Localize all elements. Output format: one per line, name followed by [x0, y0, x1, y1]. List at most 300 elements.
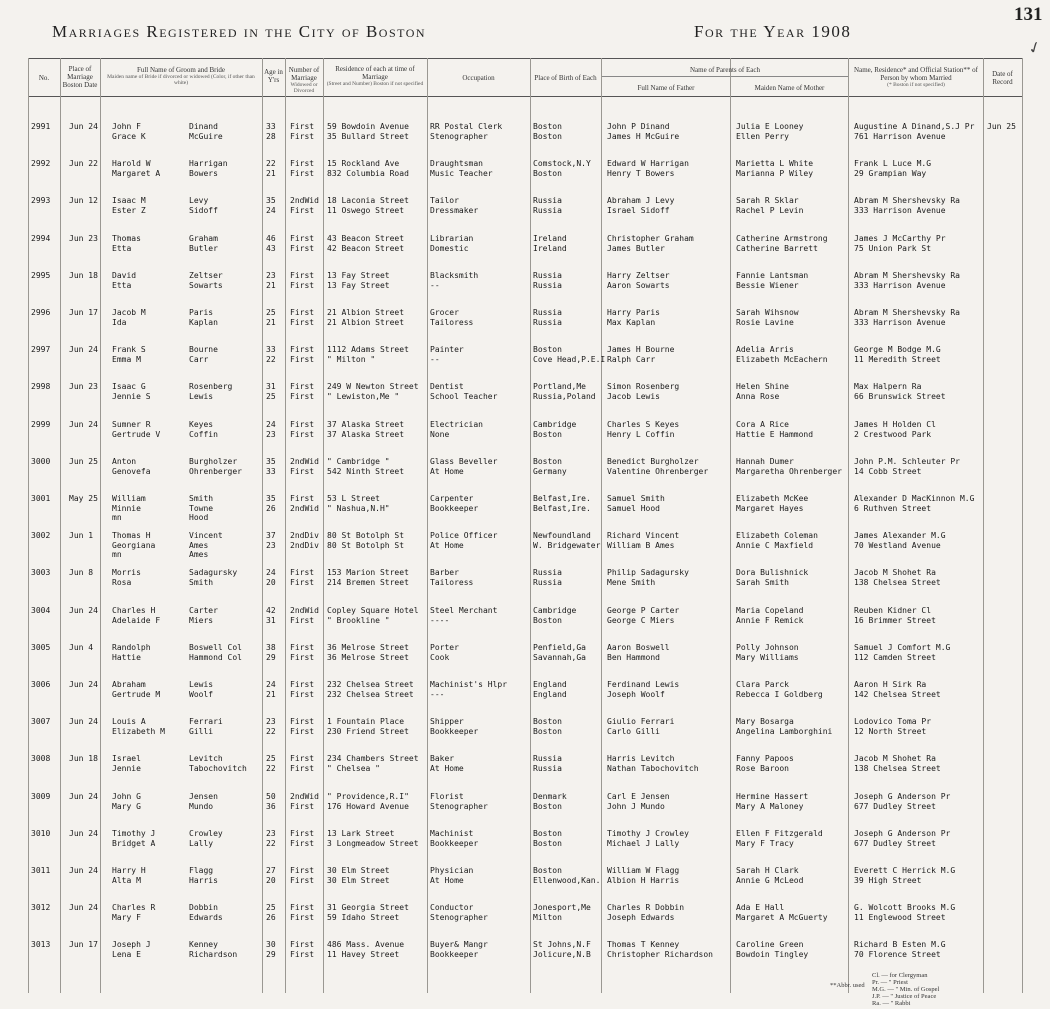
occupations-line: Shipper — [430, 717, 464, 726]
marriage-number — [290, 457, 319, 476]
fathers-line: Giulio Ferrari — [607, 717, 675, 726]
given-names-line: Jacob M — [112, 308, 146, 317]
surnames-line: Crowley — [189, 829, 223, 838]
mothers — [736, 345, 828, 364]
occupations-line: Tailor — [430, 196, 459, 205]
header-residence-main: Residence of each at time of Marriage — [335, 65, 415, 81]
marriage-date — [69, 457, 98, 467]
surnames-line: Gilli — [189, 726, 214, 736]
surnames-line: Kaplan — [189, 317, 218, 327]
surnames-line: Flagg — [189, 866, 214, 875]
officiant-line: Abram M Shershevsky Ra — [854, 196, 960, 205]
marriage-date-line: Jun 24 — [69, 606, 98, 615]
record-number — [31, 866, 50, 876]
surnames — [189, 940, 237, 959]
officiant-line: Joseph G Anderson Pr — [854, 792, 951, 801]
surnames — [189, 234, 218, 253]
residences-line: 35 Bullard Street — [327, 131, 409, 141]
officiant-line: Reuben Kidner Cl — [854, 606, 932, 615]
residences-line: 13 Fay Street — [327, 271, 390, 280]
surnames-line: Smith — [189, 577, 214, 587]
ages — [266, 494, 276, 513]
officiant — [854, 196, 960, 215]
given-names-line: Ida — [112, 317, 127, 327]
occupations-line: Draughtsman — [430, 159, 483, 168]
surnames-line: Burgholzer — [189, 457, 238, 466]
occupations — [430, 122, 502, 141]
birthplaces-line: England — [533, 680, 567, 689]
header-father: Full Name of Father — [637, 84, 695, 92]
officiant-line: Everett C Herrick M.G — [854, 866, 956, 875]
fathers — [607, 382, 679, 401]
ages-line: 21 — [266, 689, 276, 699]
officiant-line: 142 Chelsea Street — [854, 689, 941, 699]
ages-line: 22 — [266, 726, 276, 736]
mothers — [736, 457, 842, 476]
marriage-number-line: First — [290, 391, 315, 401]
header-names-main: Full Name of Groom and Bride — [136, 66, 226, 74]
birthplaces — [533, 420, 576, 439]
ages-line: 50 — [266, 792, 276, 801]
occupations — [430, 680, 507, 699]
given-names-line: Jennie S — [112, 391, 151, 401]
surnames — [189, 606, 218, 625]
officiant-line: James J McCarthy Pr — [854, 234, 946, 243]
fathers-line: Samuel Hood — [607, 503, 660, 513]
officiant-line: Aaron H Sirk Ra — [854, 680, 927, 689]
officiant-line: 333 Harrison Avenue — [854, 205, 946, 215]
ages — [266, 940, 276, 959]
ages-line: 23 — [266, 271, 276, 280]
marriage-number — [290, 866, 314, 885]
residences-line: 15 Rockland Ave — [327, 159, 400, 168]
mothers-line: Maria Copeland — [736, 606, 804, 615]
surnames-line: Sowarts — [189, 280, 223, 290]
given-names — [112, 568, 141, 587]
occupations — [430, 754, 464, 773]
occupations-line: Steel Merchant — [430, 606, 498, 615]
mothers-line: Adelia Arris — [736, 345, 794, 354]
marriage-number-line: First — [290, 680, 315, 689]
marriage-number-line: First — [290, 420, 315, 429]
ages — [266, 717, 276, 736]
marriage-date — [69, 940, 98, 950]
residences-line: 42 Beacon Street — [327, 243, 405, 253]
surnames-line: Tabochovitch — [189, 763, 247, 773]
record-number — [31, 792, 50, 802]
marriage-date-line: Jun 18 — [69, 271, 98, 280]
header-no: No. — [38, 74, 50, 82]
surnames-line: Sidoff — [189, 205, 218, 215]
given-names-line: Bridget A — [112, 838, 156, 848]
officiant-line: 112 Camden Street — [854, 652, 936, 662]
table-row — [0, 345, 1050, 375]
mothers-line: Fannie Lantsman — [736, 271, 809, 280]
birthplaces-line: Savannah,Ga — [533, 652, 586, 662]
fathers — [607, 792, 670, 811]
birthplaces — [533, 680, 567, 699]
occupations-line: --- — [430, 689, 445, 699]
officiant-line: 70 Westland Avenue — [854, 540, 941, 550]
officiant-line: 70 Florence Street — [854, 949, 941, 959]
birthplaces-line: Milton — [533, 912, 562, 922]
marriage-number-line: 2ndWid — [290, 792, 319, 801]
officiant-line: 677 Dudley Street — [854, 838, 936, 848]
ages-line: 23 — [266, 829, 276, 838]
occupations-line: Baker — [430, 754, 455, 763]
mothers — [736, 382, 789, 401]
given-names-line: Abraham — [112, 680, 146, 689]
record-number-line: 2994 — [31, 234, 51, 243]
residences-line: 13 Fay Street — [327, 280, 390, 290]
fathers-line: Ferdinand Lewis — [607, 680, 680, 689]
birthplaces — [533, 940, 591, 959]
birthplaces-line: Boston — [533, 717, 562, 726]
residences — [327, 308, 404, 327]
fathers-line: Charles S Keyes — [607, 420, 680, 429]
residences-line: 176 Howard Avenue — [327, 801, 409, 811]
record-number — [31, 234, 50, 244]
record-number-line: 2999 — [31, 420, 51, 429]
ages-line: 25 — [266, 754, 276, 763]
occupations-line: Conductor — [430, 903, 474, 912]
fathers — [607, 680, 679, 699]
occupations-line: Librarian — [430, 234, 474, 243]
marriage-number — [290, 643, 314, 662]
table-row — [0, 680, 1050, 710]
ages-line: 26 — [266, 912, 276, 922]
legend-line: J.P. — " Justice of Peace — [872, 993, 937, 1000]
ages-line: 23 — [266, 540, 276, 550]
birthplaces — [533, 382, 596, 401]
header-age: Age in Y'rs — [264, 68, 283, 84]
given-names-line: Isaac M — [112, 196, 146, 205]
header-residence-sub: (Street and Number) Boston if not specified — [326, 81, 424, 87]
given-names — [112, 345, 146, 364]
mothers-line: Margaret A McGuerty — [736, 912, 828, 922]
occupations-line: Bookkeeper — [430, 503, 479, 513]
surnames-line: Dobbin — [189, 903, 218, 912]
marriage-number-line: First — [290, 754, 315, 763]
birthplaces-line: England — [533, 689, 567, 699]
header-officiant — [849, 66, 983, 88]
occupations-line: At Home — [430, 763, 464, 773]
birthplaces-line: Boston — [533, 801, 562, 811]
birthplaces-line: Boston — [533, 345, 562, 354]
record-number-line: 2997 — [31, 345, 51, 354]
ages — [266, 680, 276, 699]
fathers-line: Michael J Lally — [607, 838, 680, 848]
officiant — [854, 494, 974, 513]
birthplaces-line: Boston — [533, 829, 562, 838]
record-number — [31, 606, 50, 616]
fathers — [607, 122, 679, 141]
residences-line: " Chelsea " — [327, 763, 380, 773]
occupations-line: -- — [430, 280, 440, 290]
marriage-date-line: Jun 24 — [69, 680, 98, 689]
surnames — [189, 271, 223, 290]
ages-line: 33 — [266, 466, 276, 476]
mothers-line: Rose Baroon — [736, 763, 789, 773]
header-residence — [324, 65, 426, 87]
officiant-line: 138 Chelsea Street — [854, 763, 941, 773]
surnames-line: Carter — [189, 606, 218, 615]
officiant-line: Max Halpern Ra — [854, 382, 922, 391]
birthplaces-line: Russia — [533, 308, 562, 317]
fathers-line: Christopher Richardson — [607, 949, 713, 959]
fathers — [607, 494, 665, 513]
table-row — [0, 196, 1050, 226]
surnames-line: Dinand — [189, 122, 218, 131]
surnames-line: Levy — [189, 196, 209, 205]
mothers-line: Annie C Maxfield — [736, 540, 814, 550]
residences-line: 30 Elm Street — [327, 866, 390, 875]
birthplaces-line: Boston — [533, 429, 562, 439]
surnames — [189, 792, 218, 811]
fathers-line: George C Miers — [607, 615, 675, 625]
record-number — [31, 643, 50, 653]
residences-line: 249 W Newton Street — [327, 382, 419, 391]
officiant-line: 333 Harrison Avenue — [854, 280, 946, 290]
officiant-line: Abram M Shershevsky Ra — [854, 271, 960, 280]
marriage-date-line: Jun 4 — [69, 643, 94, 652]
surnames-line: Ames — [189, 550, 209, 559]
ages — [266, 606, 276, 625]
marriage-number — [290, 606, 319, 625]
birthplaces-line: Cove Head,P.E.I — [533, 354, 606, 364]
surnames-line: Vincent — [189, 531, 223, 540]
residences — [327, 196, 409, 215]
officiant — [854, 717, 931, 736]
fathers-line: Richard Vincent — [607, 531, 680, 540]
occupations-line: Buyer& Mangr — [430, 940, 488, 949]
marriage-number-line: First — [290, 168, 315, 178]
surnames-line: Bourne — [189, 345, 218, 354]
ages-line: 22 — [266, 763, 276, 773]
marriage-date-line: Jun 8 — [69, 568, 94, 577]
officiant-line: Jacob M Shohet Ra — [854, 568, 936, 577]
birthplaces-line: Boston — [533, 726, 562, 736]
occupations-line: Machinist — [430, 829, 474, 838]
ages — [266, 234, 276, 253]
mothers-line: Elizabeth McEachern — [736, 354, 828, 364]
officiant — [854, 308, 960, 327]
marriage-number — [290, 122, 314, 141]
fathers-line: Nathan Tabochovitch — [607, 763, 699, 773]
record-number-line: 2998 — [31, 382, 51, 391]
mothers-line: Sarah H Clark — [736, 866, 799, 875]
given-names — [112, 903, 155, 922]
parents-subheader-rule — [601, 76, 848, 77]
record-number — [31, 382, 50, 392]
ages-line: 25 — [266, 308, 276, 317]
given-names — [112, 494, 146, 523]
surnames — [189, 308, 218, 327]
occupations-line: Stenographer — [430, 801, 488, 811]
mothers-line: Marietta L White — [736, 159, 814, 168]
header-birthplace: Place of Birth of Each — [534, 74, 597, 82]
birthplaces-line: Boston — [533, 122, 562, 131]
given-names — [112, 866, 146, 885]
fathers — [607, 196, 674, 215]
marriage-number-line: First — [290, 949, 315, 959]
surnames — [189, 680, 213, 699]
marriage-number-line: First — [290, 280, 315, 290]
ages-line: 35 — [266, 196, 276, 205]
given-names-line: Grace K — [112, 131, 146, 141]
residences-line: 37 Alaska Street — [327, 429, 405, 439]
record-number — [31, 531, 50, 541]
given-names-line: John G — [112, 792, 141, 801]
birthplaces-line: Comstock,N.Y — [533, 159, 591, 168]
marriage-number-line: First — [290, 717, 315, 726]
given-names — [112, 717, 165, 736]
birthplaces — [533, 792, 567, 811]
marriage-date-line: Jun 24 — [69, 866, 98, 875]
ages — [266, 271, 276, 290]
marriage-date — [69, 382, 98, 392]
given-names-line: Joseph J — [112, 940, 151, 949]
occupations-line: At Home — [430, 875, 464, 885]
fathers — [607, 643, 670, 662]
mothers — [736, 196, 803, 215]
officiant-line: 6 Ruthven Street — [854, 503, 932, 513]
marriage-number-line: First — [290, 568, 315, 577]
residences-line: 234 Chambers Street — [327, 754, 419, 763]
marriage-number-line: 2ndWid — [290, 503, 319, 513]
fathers-line: Charles R Dobbin — [607, 903, 685, 912]
given-names-line: Charles H — [112, 606, 156, 615]
given-names-line: Frank S — [112, 345, 146, 354]
mothers-line: Hermine Hassert — [736, 792, 809, 801]
table-row — [0, 494, 1050, 524]
fathers — [607, 308, 660, 327]
mothers — [736, 531, 818, 550]
record-number — [31, 122, 50, 132]
mothers — [736, 643, 799, 662]
table-row — [0, 271, 1050, 301]
officiant — [854, 234, 946, 253]
fathers-line: Philip Sadagursky — [607, 568, 689, 577]
birthplaces — [533, 606, 576, 625]
ages — [266, 308, 276, 327]
residences-line: 11 Oswego Street — [327, 205, 405, 215]
ages-line: 23 — [266, 717, 276, 726]
marriage-date-line: Jun 24 — [69, 792, 98, 801]
officiant-line: 75 Union Park St — [854, 243, 932, 253]
officiant — [854, 940, 946, 959]
officiant — [854, 122, 974, 141]
fathers-line: Simon Rosenberg — [607, 382, 680, 391]
given-names — [112, 792, 141, 811]
residences — [327, 568, 409, 587]
record-number-line: 2991 — [31, 122, 51, 131]
given-names-line: Etta — [112, 280, 132, 290]
officiant-line: 66 Brunswick Street — [854, 391, 946, 401]
given-names-line: Timothy J — [112, 829, 156, 838]
marriage-number-line: First — [290, 429, 315, 439]
fathers — [607, 717, 674, 736]
given-names — [112, 829, 155, 848]
birthplaces-line: Boston — [533, 457, 562, 466]
residences-line: " Cambridge " — [327, 457, 390, 466]
occupations-line: At Home — [430, 540, 464, 550]
residences — [327, 122, 409, 141]
marriage-number-line: First — [290, 243, 315, 253]
residences-line: 30 Elm Street — [327, 875, 390, 885]
given-names-line: Rosa — [112, 577, 132, 587]
surnames-line: Smith — [189, 494, 214, 503]
surnames-line: Levitch — [189, 754, 223, 763]
officiant — [854, 829, 950, 848]
occupations — [430, 196, 478, 215]
officiant-line: 2 Crestwood Park — [854, 429, 932, 439]
officiant-line: Joseph G Anderson Pr — [854, 829, 951, 838]
table-top-rule — [28, 58, 1022, 59]
fathers-line: Edward W Harrigan — [607, 159, 689, 168]
given-names-line: Mary G — [112, 801, 141, 811]
fathers-line: Aaron Sowarts — [607, 280, 670, 290]
marriage-number-line: First — [290, 940, 315, 949]
officiant-line: 39 High Street — [854, 875, 922, 885]
given-names-line: Elizabeth M — [112, 726, 165, 736]
table-row — [0, 792, 1050, 822]
officiant — [854, 754, 941, 773]
occupations — [430, 420, 483, 439]
mothers — [736, 159, 813, 178]
table-row — [0, 568, 1050, 598]
marriage-date — [69, 271, 98, 281]
ages-line: 38 — [266, 643, 276, 652]
legend-line: M.G. — " Min. of Gospel — [872, 986, 940, 993]
occupations-line: None — [430, 429, 450, 439]
ages — [266, 196, 276, 215]
occupations-line: Dressmaker — [430, 205, 479, 215]
residences-line: 36 Melrose Street — [327, 652, 409, 662]
fathers-line: James Butler — [607, 243, 665, 253]
marriage-number-line: First — [290, 577, 315, 587]
surnames-line: Sadagursky — [189, 568, 238, 577]
occupations-line: Grocer — [430, 308, 459, 317]
birthplaces — [533, 643, 586, 662]
surnames-line: Mundo — [189, 801, 214, 811]
table-row — [0, 457, 1050, 487]
mothers-line: Bessie Wiener — [736, 280, 799, 290]
surnames — [189, 717, 223, 736]
occupations-line: Bookkeeper — [430, 949, 479, 959]
table-row — [0, 531, 1050, 561]
legend-line: Cl. — for Clergyman — [872, 972, 928, 979]
birthplaces-line: Penfield,Ga — [533, 643, 586, 652]
given-names-line: Morris — [112, 568, 141, 577]
occupations-line: Painter — [430, 345, 464, 354]
occupations — [430, 829, 478, 848]
marriage-date — [69, 643, 93, 653]
mothers-line: Margaret Hayes — [736, 503, 804, 513]
marriage-number — [290, 568, 314, 587]
given-names-line: Isaac G — [112, 382, 146, 391]
birthplaces-line: Boston — [533, 168, 562, 178]
surnames — [189, 829, 223, 848]
mothers — [736, 903, 828, 922]
fathers — [607, 568, 689, 587]
mothers-line: Polly Johnson — [736, 643, 799, 652]
marriage-number-line: First — [290, 866, 315, 875]
occupations-line: Tailoress — [430, 577, 474, 587]
mothers-line: Hattie E Hammond — [736, 429, 814, 439]
mothers-line: Clara Parck — [736, 680, 789, 689]
fathers — [607, 234, 694, 253]
